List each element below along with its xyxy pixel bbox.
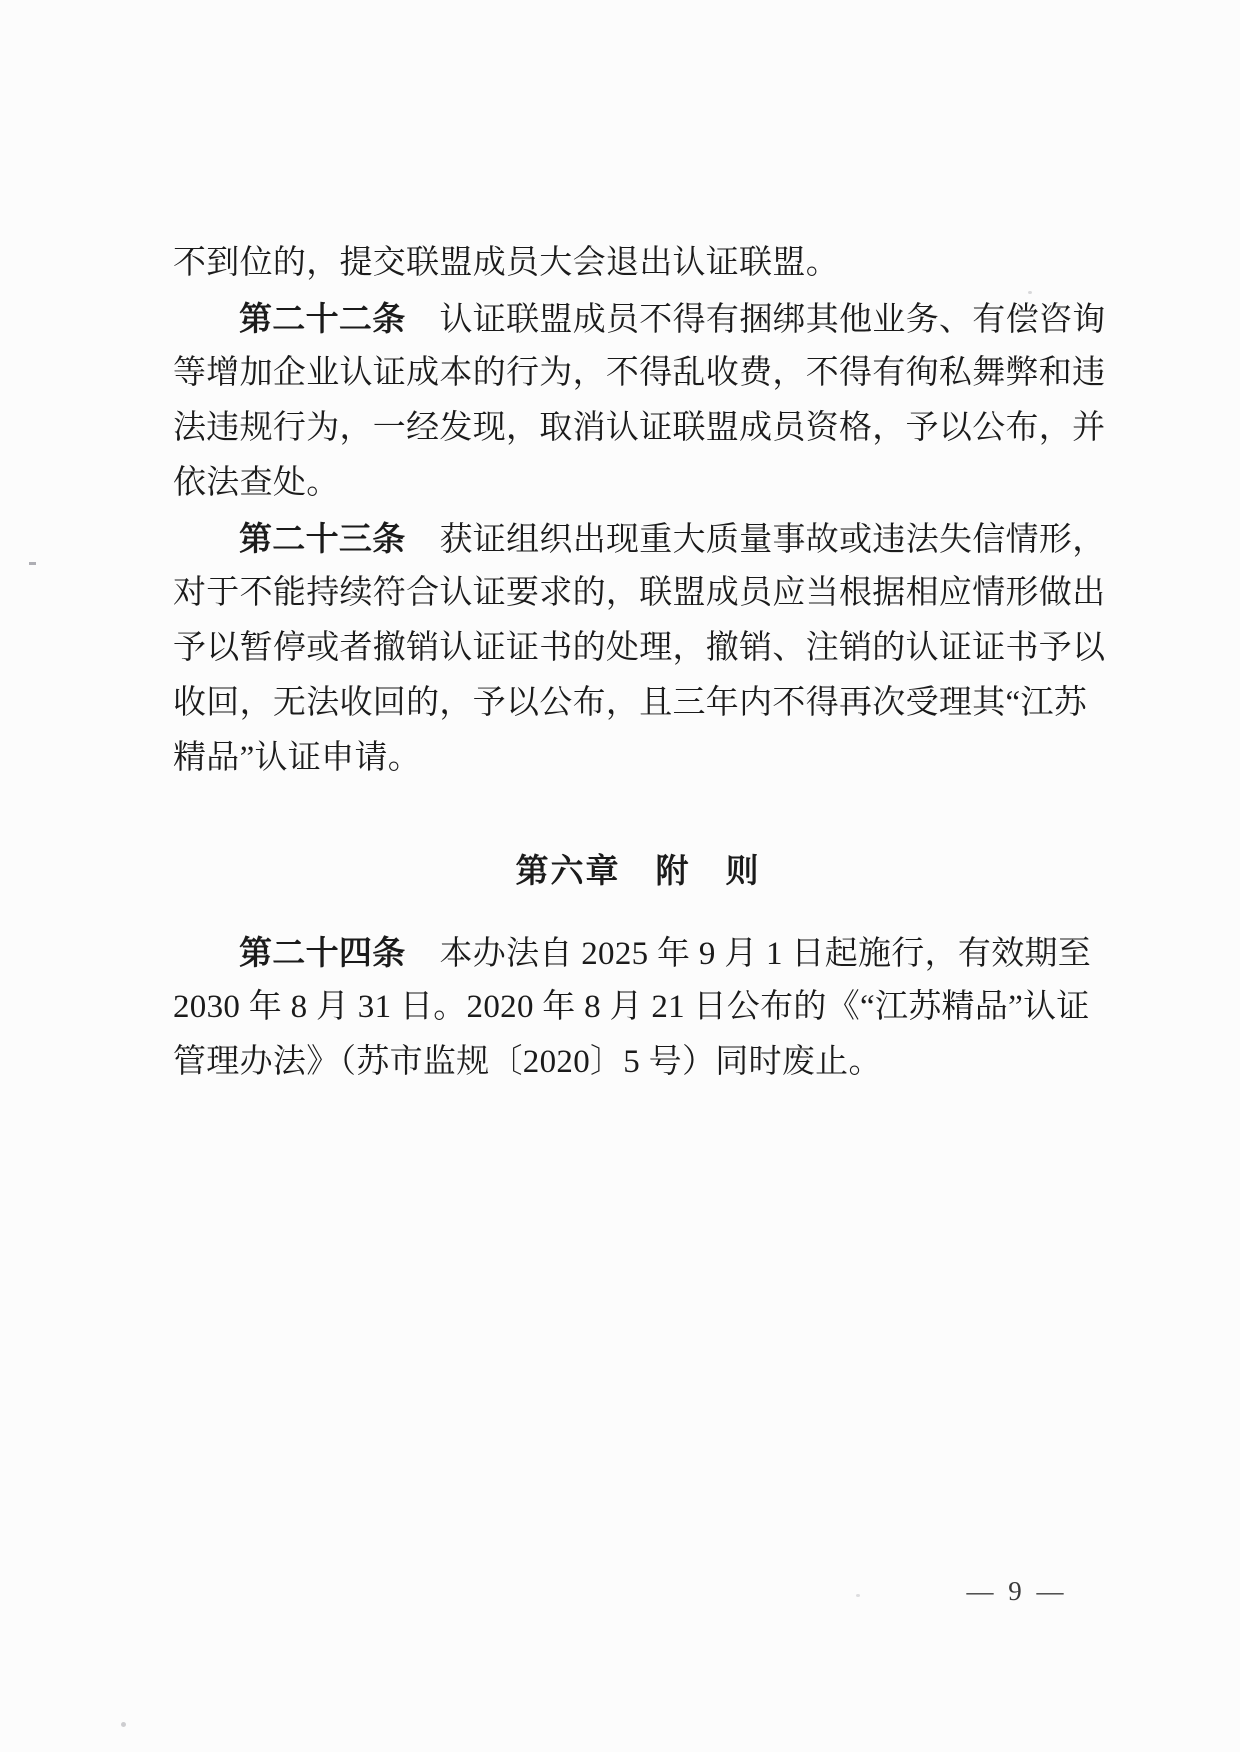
text-line: 管理办法》（苏市监规〔2020〕5 号）同时废止。 [173, 1044, 882, 1080]
text-line-article-22-start [173, 291, 1106, 346]
article-24-number: 第二十四条 [239, 934, 406, 971]
scan-artifact [29, 562, 36, 565]
document-body [173, 236, 1106, 1090]
text-line: 2030 年 8 月 31 日。2020 年 8 月 21 日公布的《“江苏精品”认证 [173, 989, 1090, 1025]
text-line: 收回，无法收回的，予以公布，且三年内不得再次受理其“江苏 [173, 685, 1088, 721]
scan-artifact [1028, 291, 1032, 294]
text-line-continuation: 不到位的，提交联盟成员大会退出认证联盟。 [173, 245, 839, 281]
text-line: 法违规行为，一经发现，取消认证联盟成员资格，予以公布，并 [173, 410, 1106, 446]
scan-artifact [121, 1722, 126, 1727]
article-22-text: 认证联盟成员不得有捆绑其他业务、有偿咨询 [439, 302, 1106, 338]
text-line: 等增加企业认证成本的行为，不得乱收费，不得有徇私舞弊和违 [173, 355, 1106, 391]
page-number: — 9 — [966, 1576, 1068, 1606]
article-22-number: 第二十二条 [239, 300, 406, 337]
text-line: 依法查处。 [173, 465, 340, 501]
article-24-text: 本办法自 2025 年 9 月 1 日起施行，有效期至 [439, 936, 1092, 972]
text-line-article-24-start [173, 925, 1103, 980]
chapter-heading: 第六章 附 则 [515, 852, 761, 889]
article-23-text: 获证组织出现重大质量事故或违法失信情形， [439, 522, 1106, 558]
text-line: 予以暂停或者撤销认证证书的处理，撤销、注销的认证证书予以 [173, 630, 1106, 666]
text-line-article-23-start [173, 511, 1106, 566]
article-23-number: 第二十三条 [239, 520, 406, 557]
text-line: 对于不能持续符合认证要求的，联盟成员应当根据相应情形做出 [173, 575, 1106, 611]
scan-artifact [856, 1594, 860, 1597]
text-line: 精品”认证申请。 [173, 740, 422, 776]
